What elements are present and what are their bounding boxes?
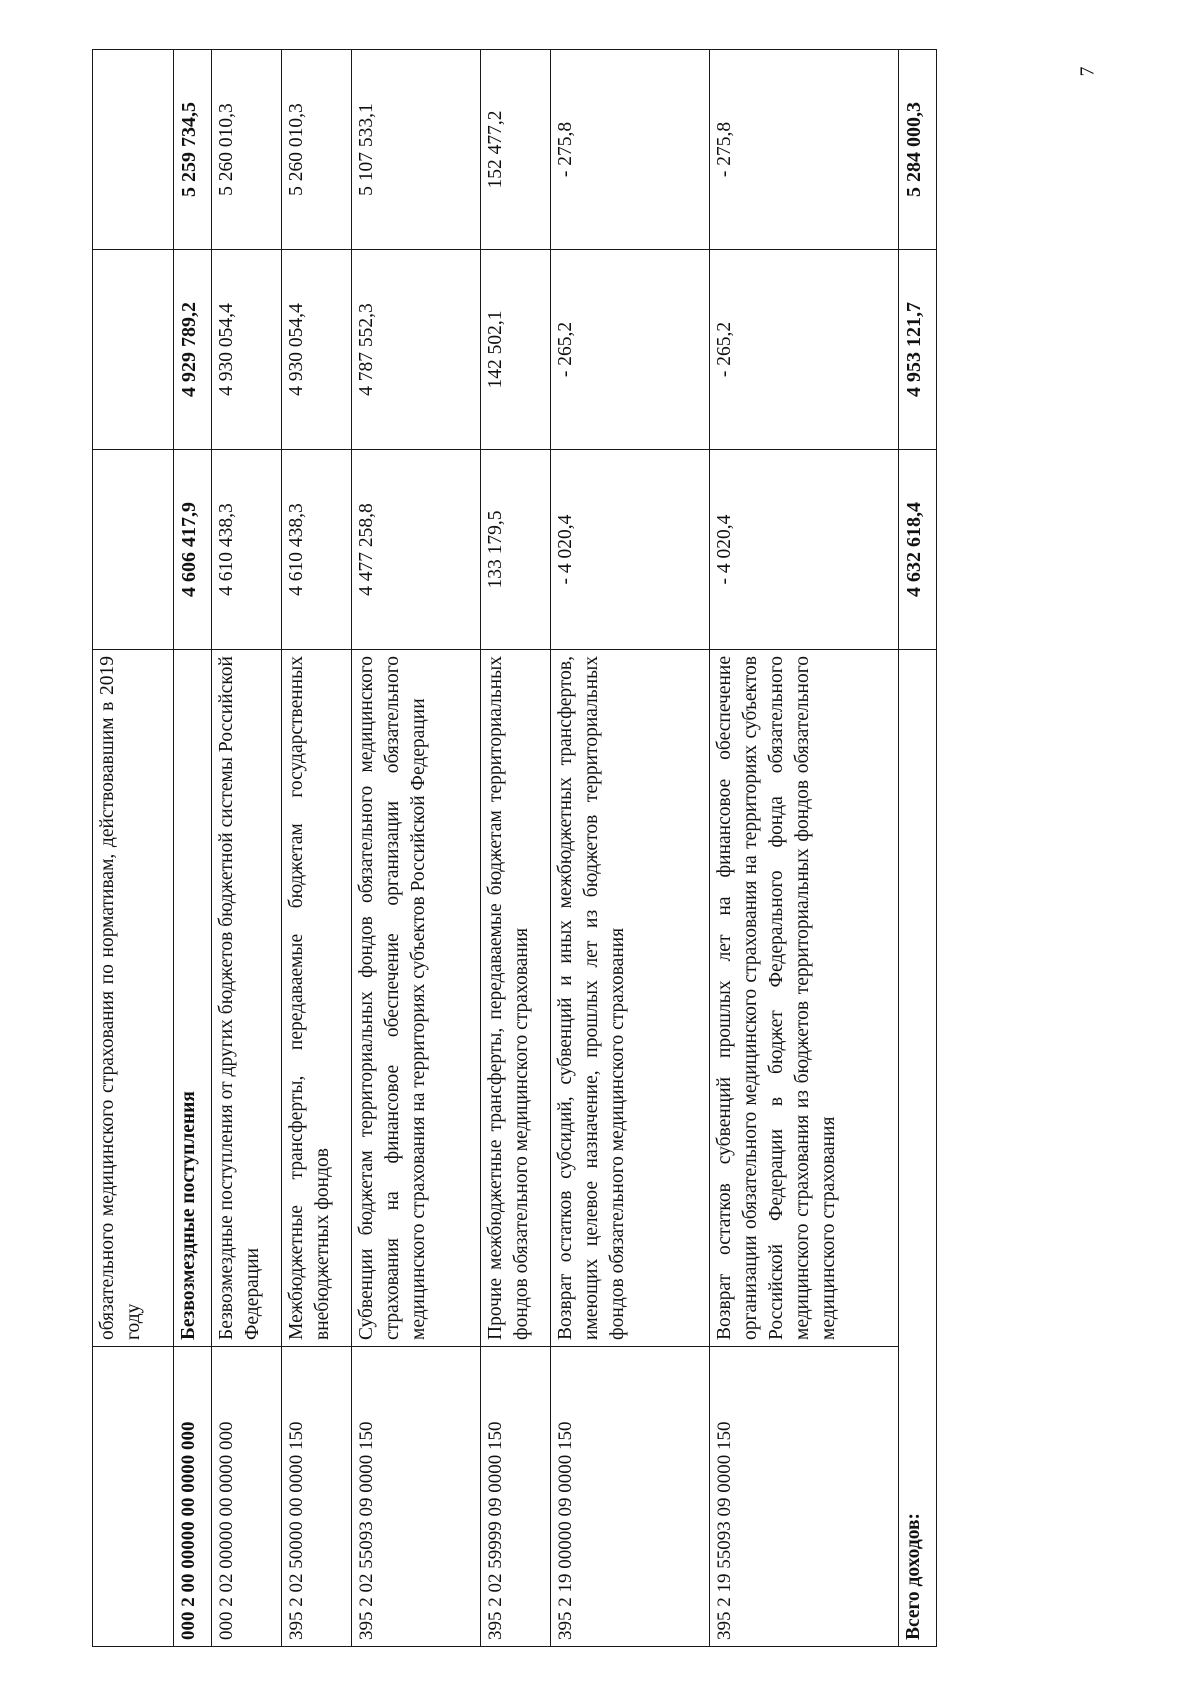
row-value-3: 5 260 010,3 — [281, 50, 351, 250]
row-value-2: 4 787 552,3 — [351, 250, 480, 450]
total-value-1: 4 632 618,4 — [899, 450, 937, 650]
page-number: 7 — [1076, 66, 1099, 77]
table-row — [351, 50, 480, 1647]
row-value-2: 4 930 054,4 — [281, 250, 351, 450]
row-code: 395 2 19 00000 09 0000 150 — [551, 1347, 710, 1647]
row-name: Прочие межбюджетные трансферты, передаваемые бюджетам территориальных фондов обязательного медицинского страхования — [481, 650, 551, 1347]
row-value-2: 4 930 054,4 — [212, 250, 282, 450]
table-row — [212, 50, 282, 1647]
row-code: 000 2 00 00000 00 0000 000 — [174, 1347, 212, 1647]
revenue-table — [92, 49, 937, 1647]
table-row — [551, 50, 710, 1647]
row-name: Межбюджетные трансферты, передаваемые бюджетам государственных внебюджетных фондов — [281, 650, 351, 1347]
row-value-3: 5 107 533,1 — [351, 50, 480, 250]
row-value-1: 4 606 417,9 — [174, 450, 212, 650]
row-code: 395 2 02 55093 09 0000 150 — [351, 1347, 480, 1647]
row-value-3: - 275,8 — [710, 50, 899, 250]
rotated-table-container — [92, 50, 937, 1647]
row-value-1: 4 477 258,8 — [351, 450, 480, 650]
row-value-3 — [93, 50, 174, 250]
row-name: Безвозмездные поступления от других бюджетов бюджетной системы Российской Федерации — [212, 650, 282, 1347]
row-value-3: - 275,8 — [551, 50, 710, 250]
row-code: 395 2 02 59999 09 0000 150 — [481, 1347, 551, 1647]
row-name: Возврат остатков субсидий, субвенций и иных межбюджетных трансфертов, имеющих целевое назначение, прошлых лет из бюджетов территориальных фондов обязательного медицинского страхования — [551, 650, 710, 1347]
row-name: Безвозмездные поступления — [174, 650, 212, 1347]
row-value-2: - 265,2 — [710, 250, 899, 450]
row-value-1: - 4 020,4 — [710, 450, 899, 650]
row-code: 000 2 02 00000 00 0000 000 — [212, 1347, 282, 1647]
row-name: обязательного медицинского страхования по нормативам, действовавшим в 2019 году — [93, 650, 174, 1347]
row-code: 395 2 02 50000 00 0000 150 — [281, 1347, 351, 1647]
row-code: 395 2 19 55093 09 0000 150 — [710, 1347, 899, 1647]
row-name: Возврат остатков субвенций прошлых лет на финансовое обеспечение организации обязательного медицинского страхования на территориях субъектов Российской Федерации в бюджет Федерального фонда обязательного медицинского страхования из бюджетов территориальных фондов обязательного медицинского страхования — [710, 650, 899, 1347]
total-value-3: 5 284 000,3 — [899, 50, 937, 250]
table-row — [710, 50, 899, 1647]
total-value-2: 4 953 121,7 — [899, 250, 937, 450]
table-row — [93, 50, 174, 1647]
row-value-1: - 4 020,4 — [551, 450, 710, 650]
row-name: Субвенции бюджетам территориальных фондов обязательного медицинского страхования на финансовое обеспечение организации обязательного медицинского страхования на территориях субъектов Российской Федерации — [351, 650, 480, 1347]
total-row — [899, 50, 937, 1647]
row-value-1 — [93, 450, 174, 650]
row-value-2: - 265,2 — [551, 250, 710, 450]
row-value-1: 133 179,5 — [481, 450, 551, 650]
row-value-3: 5 260 010,3 — [212, 50, 282, 250]
table-row — [281, 50, 351, 1647]
row-value-1: 4 610 438,3 — [281, 450, 351, 650]
row-value-2: 4 929 789,2 — [174, 250, 212, 450]
row-value-3: 5 259 734,5 — [174, 50, 212, 250]
table-row — [481, 50, 551, 1647]
row-value-2 — [93, 250, 174, 450]
row-value-1: 4 610 438,3 — [212, 450, 282, 650]
row-code — [93, 1347, 174, 1647]
row-value-2: 142 502,1 — [481, 250, 551, 450]
total-label: Всего доходов: — [899, 650, 937, 1647]
table-row — [174, 50, 212, 1647]
row-value-3: 152 477,2 — [481, 50, 551, 250]
